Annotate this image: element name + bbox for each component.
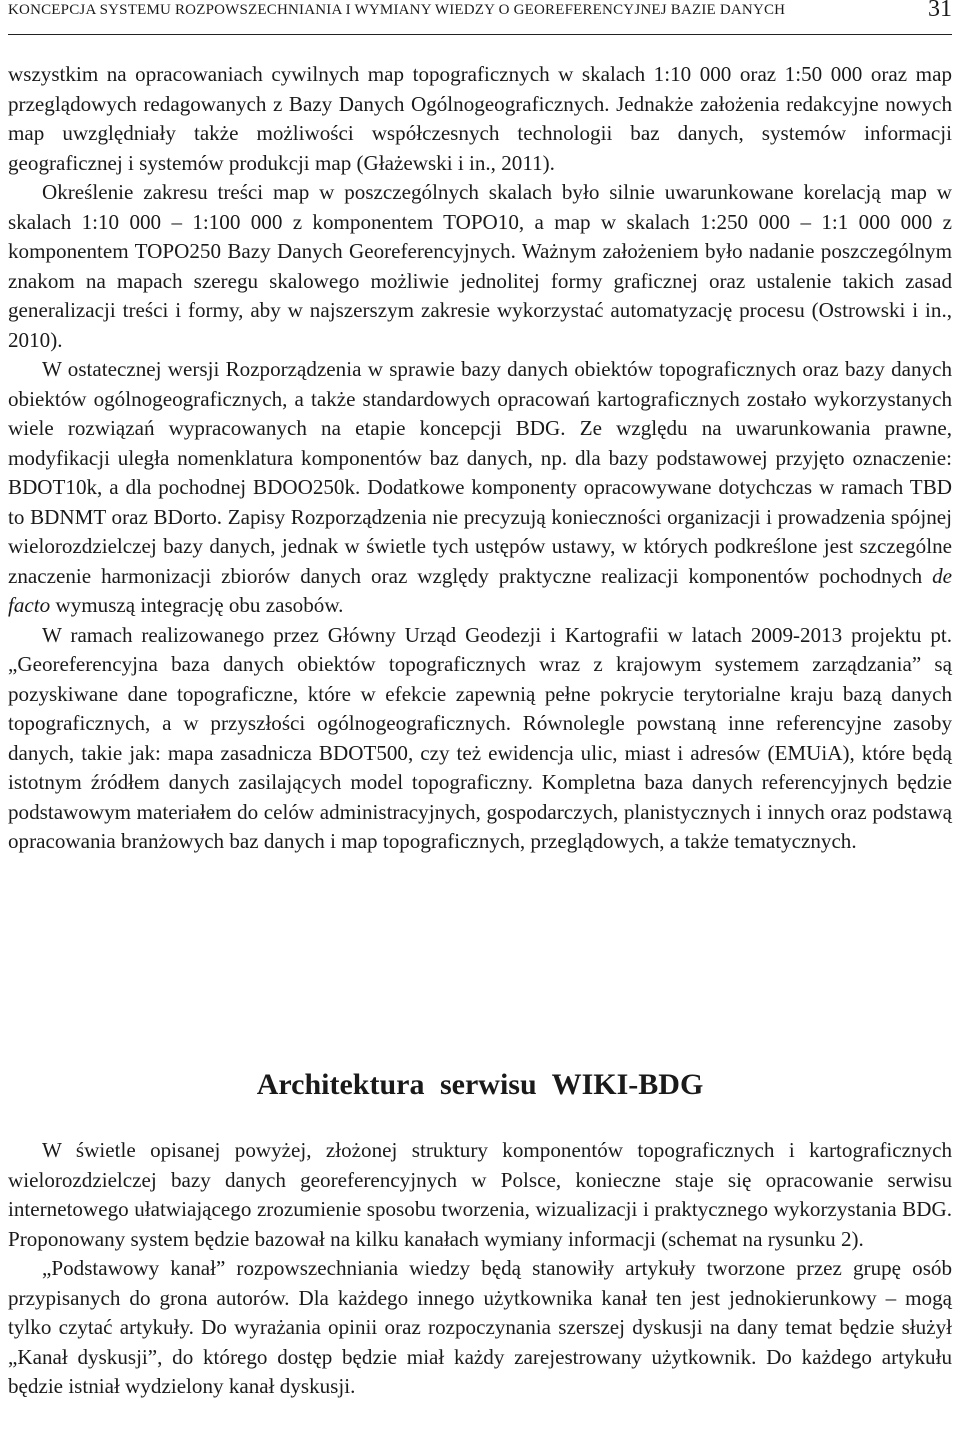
paragraph-regulation-italic: de facto bbox=[8, 563, 952, 617]
paragraph-project: W ramach realizowanego przez Główny Urząd Geodezji i Kartografii w latach 2009-2013 projektu pt. „Georeferencyjna baza danych obiektów topograficznych wraz z krajowym systemem zarządzania” są pozyskiwane dane topograficzne, które w efekcie zapewnią pełne pokrycie terytorialne kraju bazą danych topograficznych, a w przyszłości ogólnogeograficznych. Równolegle powstaną inne referencyjne zasoby danych, takie jak: mapa zasadnicza BDOT500, czy też ewidencja ulic, miast i adresów (EMUiA), które będą istotnym źródłem danych zasilających model topograficzny. Kompletna baza danych referencyjnych będzie podstawowym materiałem do celów administracyjnych, gospodarczych, planistycznych i innych oraz podstawą opracowania branżowych baz danych i map topograficznych, przeglądowych, a także tematycznych. bbox=[8, 622, 952, 853]
paragraph-continued: wszystkim na opracowaniach cywilnych map topograficznych w skalach 1:10 000 oraz 1:50 000 oraz map przeglądowych redagowanych z Bazy Danych Ogólnogeograficznych. Jednakże założenia redakcyjne nowych map uwzględniały także możliwości współczesnych technologii baz danych, systemów informacji geograficznej i systemów produkcji map (Głażewski i in., 2011). bbox=[8, 62, 952, 175]
running-title: KONCEPCJA SYSTEMU ROZPOWSZECHNIANIA I WYMIANY WIEDZY O GEOREFERENCYJNEJ BAZIE DANYCH bbox=[8, 2, 786, 18]
paragraph-basic-channel: „Podstawowy kanał” rozpowszechniania wiedzy będą stanowiły artykuły tworzone przez grupę osób przypisanych do grona autorów. Dla każdego innego użytkownika kanał ten jest jednokierunkowy – mogą tylko czytać artykuły. Do wyrażania opinii oraz rozpoczynania szerszej dyskusji na dany temat będzie służył „Kanał dyskusji”, do którego dostęp będzie miał każdy zarejestrowany użytkownik. Do każdego artykułu będzie istniał wydzielony kanał dyskusji. bbox=[8, 1256, 952, 1398]
page-number: 31 bbox=[928, 0, 952, 22]
paragraph-content-scope: Określenie zakresu treści map w poszczególnych skalach było silnie uwarunkowane korelacją map w skalach 1:10 000 – 1:100 000 z komponentem TOPO10, a map w skalach 1:250 000 – 1:1 000 000 z komponentem TOPO250 Bazy Danych Georeferencyjnych. Ważnym założeniem było nadanie poszczególnym znakom na mapach szeregu skalowego możliwie jednolitej formy graficznej oraz ustalenie takich zasad generalizacji treści i formy, aby w najszerszym zakresie wykorzystać automatyzację procesu (Ostrowski i in., 2010). bbox=[8, 180, 952, 352]
section-heading: Architektura serwisu WIKI-BDG bbox=[256, 1068, 704, 1101]
paragraph-regulation bbox=[8, 355, 952, 621]
paragraph-regulation-end: wymuszą integrację obu zasobów. bbox=[50, 593, 344, 617]
paragraph-regulation-text: W ostatecznej wersji Rozporządzenia w sprawie bazy danych obiektów topograficznych oraz bazy danych obiektów ogólnogeograficznych, a także standardowych opracowań kartograficznych zostało wykorzystanych wiele rozwiązań wypracowanych na etapie koncepcji BDG. Ze względu na uwarunkowania prawne, modyfikacji uległa nomenklatura komponentów baz danych, np. dla bazy podstawowej przyjęto oznaczenie: BDOT10k, a dla pochodnej BDOO250k. Dodatkowe komponenty opracowywane dotychczas w ramach TBD to BDNMT oraz BDorto. Zapisy Rozporządzenia nie precyzują konieczności organizacji i prowadzenia spójnej wielorozdzielczej bazy danych, jednak w świetle tych ustępów ustawy, w których podkreślone jest szczególne znaczenie harmonizacji zbiorów danych oraz względy praktyczne realizacji komponentów pochodnych bbox=[8, 357, 952, 588]
running-header bbox=[8, 0, 952, 35]
main-text bbox=[8, 60, 952, 857]
section-text bbox=[8, 1136, 952, 1402]
paragraph-architecture-intro: W świetle opisanej powyżej, złożonej struktury komponentów topograficznych i kartograficznych wielorozdzielczej bazy danych georeferencyjnych w Polsce, konieczne staje się opracowanie serwisu internetowego ułatwiającego zrozumienie sposobu tworzenia, wizualizacji i praktycznego wykorzystania BDG. Proponowany system będzie bazował na kilku kanałach wymiany informacji (schemat na rysunku 2). bbox=[8, 1138, 952, 1251]
